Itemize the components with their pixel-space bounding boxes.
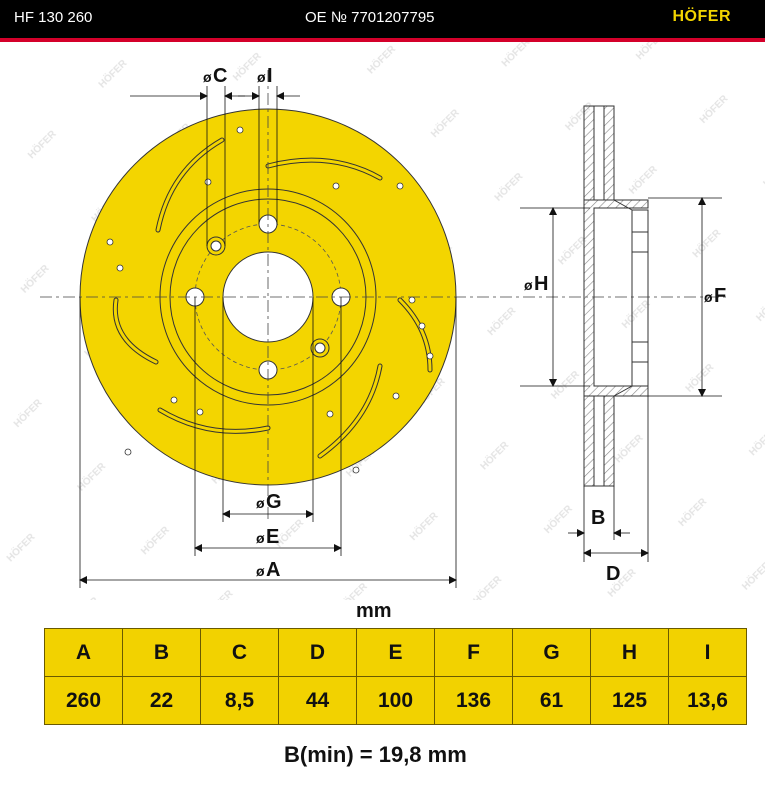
table-value-cell: 61 xyxy=(513,677,591,725)
table-row xyxy=(45,677,747,725)
locating-hole xyxy=(211,241,221,251)
dim-i-label: I xyxy=(267,65,273,87)
dim-e-label: E xyxy=(266,526,280,548)
dim-a-label: A xyxy=(266,559,281,581)
table-header-cell: I xyxy=(669,629,747,677)
min-thickness-note: B(min) = 19,8 mm xyxy=(284,742,467,767)
table-header-cell: F xyxy=(435,629,513,677)
dim-h-prefix: ø xyxy=(524,277,533,293)
table-value-cell: 125 xyxy=(591,677,669,725)
dim-g-prefix: ø xyxy=(256,495,265,511)
table-header-cell: D xyxy=(279,629,357,677)
dim-b-label: B xyxy=(591,507,606,529)
dim-h-label: H xyxy=(534,273,549,295)
table-header-cell: H xyxy=(591,629,669,677)
table-value-cell: 136 xyxy=(435,677,513,725)
dim-c-label: C xyxy=(213,65,228,87)
dim-c-prefix: ø xyxy=(203,69,212,85)
table-value-cell: 13,6 xyxy=(669,677,747,725)
units-label: mm xyxy=(356,600,392,622)
table-value-cell: 260 xyxy=(45,677,123,725)
dim-f-prefix: ø xyxy=(704,289,713,305)
table-header-cell: E xyxy=(357,629,435,677)
table-header-cell: C xyxy=(201,629,279,677)
table-value-cell: 44 xyxy=(279,677,357,725)
table-header-cell: B xyxy=(123,629,201,677)
table-value-cell: 8,5 xyxy=(201,677,279,725)
part-number: HF 130 260 xyxy=(14,9,93,26)
dim-g-label: G xyxy=(266,491,282,513)
brand-logo: HÖFER xyxy=(672,8,731,25)
dim-i-prefix: ø xyxy=(257,69,266,85)
dim-f-label: F xyxy=(714,285,727,307)
dim-d-label: D xyxy=(606,563,621,585)
dim-a-prefix: ø xyxy=(256,563,265,579)
oe-number: OE № 7701207795 xyxy=(305,9,435,26)
table-header-cell: A xyxy=(45,629,123,677)
table-value-cell: 100 xyxy=(357,677,435,725)
dim-e-prefix: ø xyxy=(256,530,265,546)
dimensions-table xyxy=(44,628,747,725)
table-header-cell: G xyxy=(513,629,591,677)
table-header-row xyxy=(45,629,747,677)
table-value-cell: 22 xyxy=(123,677,201,725)
locating-hole xyxy=(315,343,325,353)
